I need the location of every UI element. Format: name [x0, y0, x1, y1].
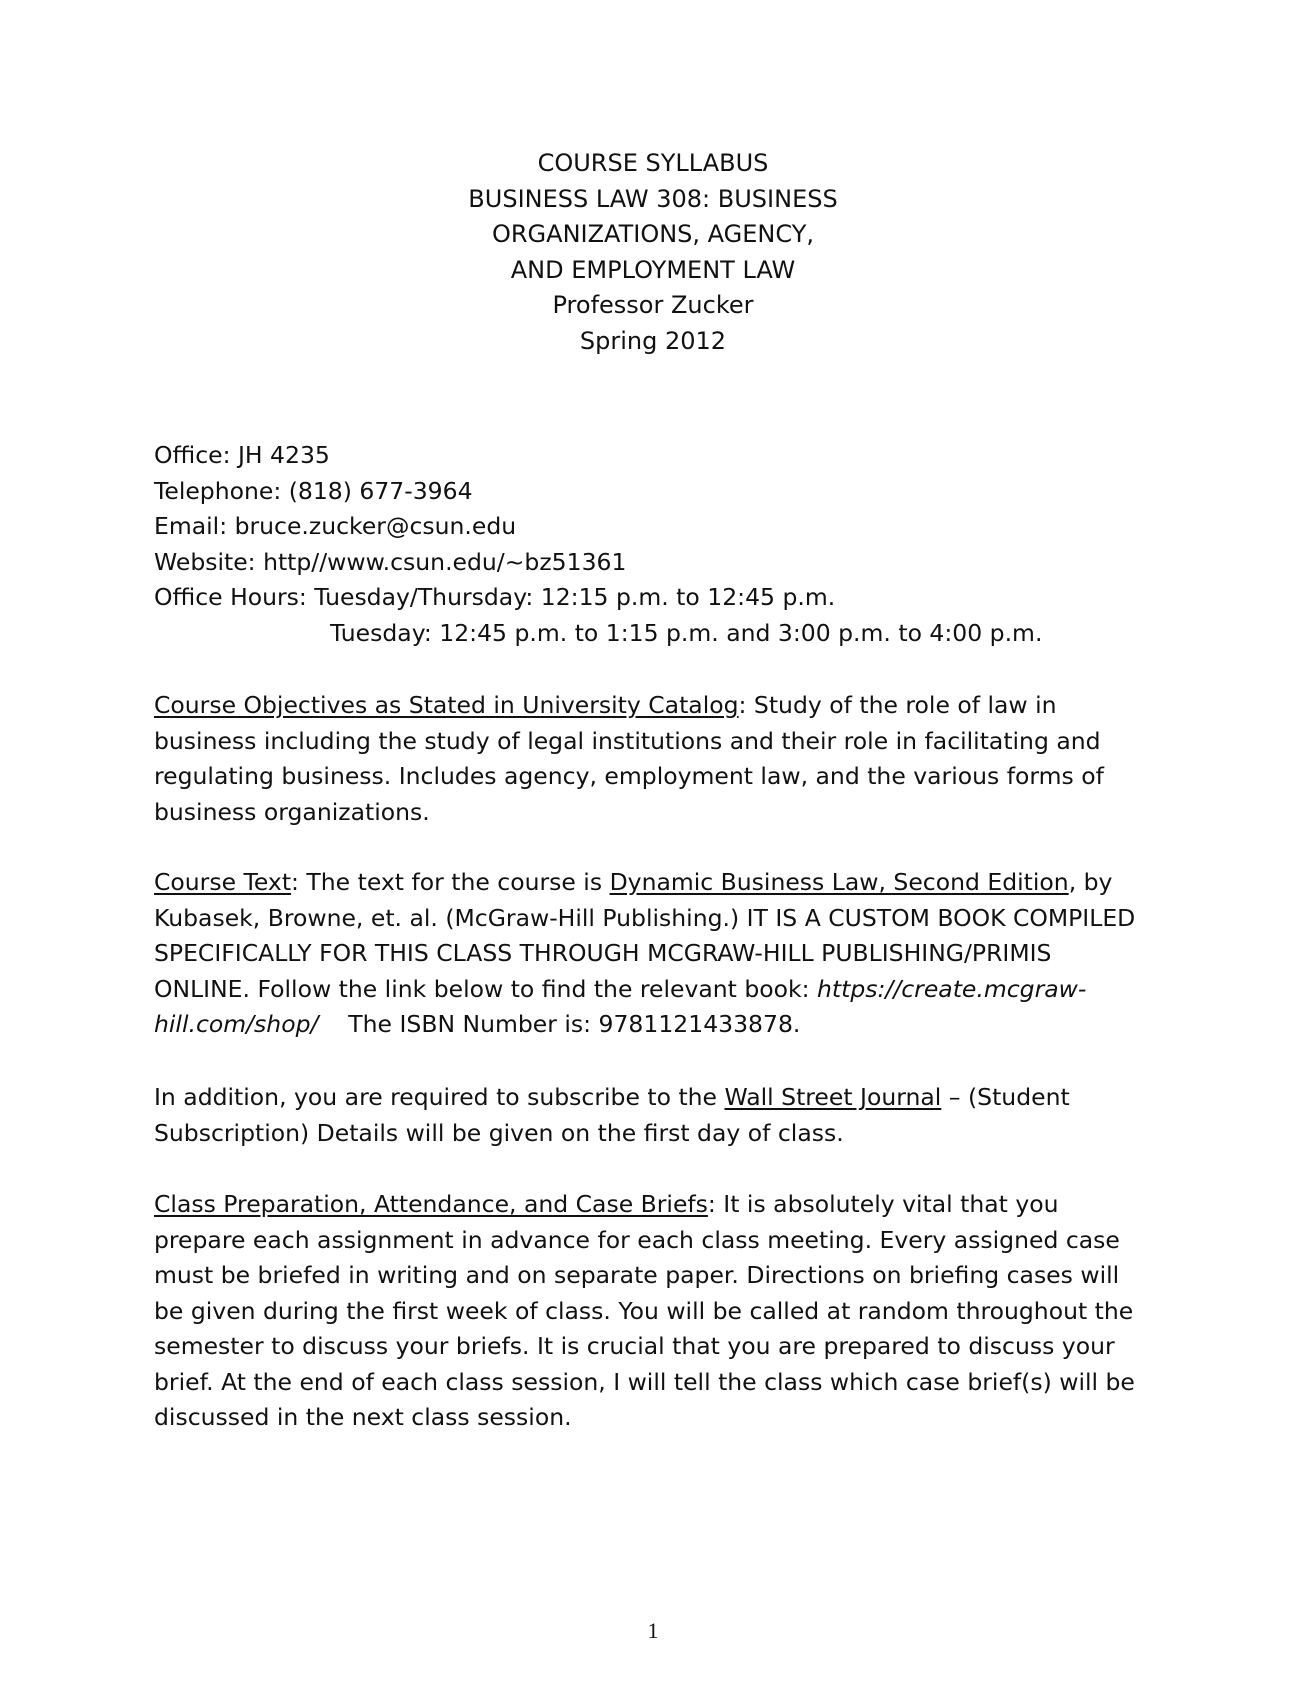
- title-line-1: COURSE SYLLABUS: [537, 149, 769, 177]
- email-line: Email: bruce.zucker@csun.edu: [154, 512, 517, 540]
- journal-rest: – (Student Subscription) Details will be given on the first day of class.: [154, 1083, 1070, 1147]
- journal-intro: In addition, you are required to subscribe to the: [154, 1083, 725, 1111]
- journal-title: Wall Street Journal: [724, 1083, 942, 1111]
- syllabus-title-block: [0, 146, 1306, 359]
- course-objectives-heading: Course Objectives as Stated in University Catalog: [154, 691, 739, 719]
- professor-name: Professor Zucker: [552, 291, 754, 319]
- office-hours-line-1: Office Hours: Tuesday/Thursday: 12:15 p.m. to 12:45 p.m.: [154, 583, 836, 611]
- isbn-text: The ISBN Number is: 9781121433878.: [318, 1010, 801, 1038]
- course-text-intro: : The text for the course is: [291, 868, 610, 896]
- class-preparation-text: : It is absolutely vital that you prepare each assignment in advance for each class meeting. Every assigned case must be briefed in writing and on separate paper. Directions on briefing cases will be given during the first week of class. You will be called at random throughout the semester to discuss your briefs. It is crucial that you are prepared to discuss your brief. At the end of each class session, I will tell the class which case brief(s) will be discussed in the next class session.: [154, 1190, 1135, 1431]
- office-line: Office: JH 4235: [154, 441, 330, 469]
- course-objectives-paragraph: [154, 688, 1154, 830]
- office-hours-line-2: Tuesday: 12:45 p.m. to 1:15 p.m. and 3:00 p.m. to 4:00 p.m.: [330, 618, 1043, 647]
- course-text-heading: Course Text: [154, 868, 292, 896]
- course-objectives-text: : Study of the role of law in business including the study of legal institutions and their role in facilitating and regulating business. Includes agency, employment law, and the various forms of business organizations.: [154, 691, 1104, 826]
- title-line-3: ORGANIZATIONS, AGENCY,: [491, 220, 815, 248]
- contact-info: [154, 438, 1154, 651]
- title-line-2: BUSINESS LAW 308: BUSINESS: [468, 184, 838, 213]
- class-preparation-heading: Class Preparation, Attendance, and Case Briefs: [154, 1190, 708, 1218]
- book-store-link: https://create.mcgraw-hill.com/shop/: [154, 974, 1087, 1038]
- class-preparation-paragraph: [154, 1187, 1154, 1436]
- journal-paragraph: [154, 1080, 1154, 1151]
- course-text-paragraph: [154, 865, 1154, 1043]
- website-line: Website: http//www.csun.edu/~bz51361: [154, 547, 627, 576]
- page-number: 1: [647, 1618, 659, 1643]
- course-text-details: , by Kubasek, Browne, et. al. (McGraw-Hill Publishing.) IT IS A CUSTOM BOOK COMPILED SPECIFICALLY FOR THIS CLASS THROUGH MCGRAW-HILL PUBLISHING/PRIMIS ONLINE. Follow the link below to find the relevant book:: [154, 868, 1136, 1003]
- term: Spring 2012: [579, 326, 727, 355]
- telephone-line: Telephone: (818) 677-3964: [154, 476, 473, 505]
- book-title: Dynamic Business Law, Second Edition: [609, 868, 1069, 896]
- title-line-4: AND EMPLOYMENT LAW: [510, 255, 796, 284]
